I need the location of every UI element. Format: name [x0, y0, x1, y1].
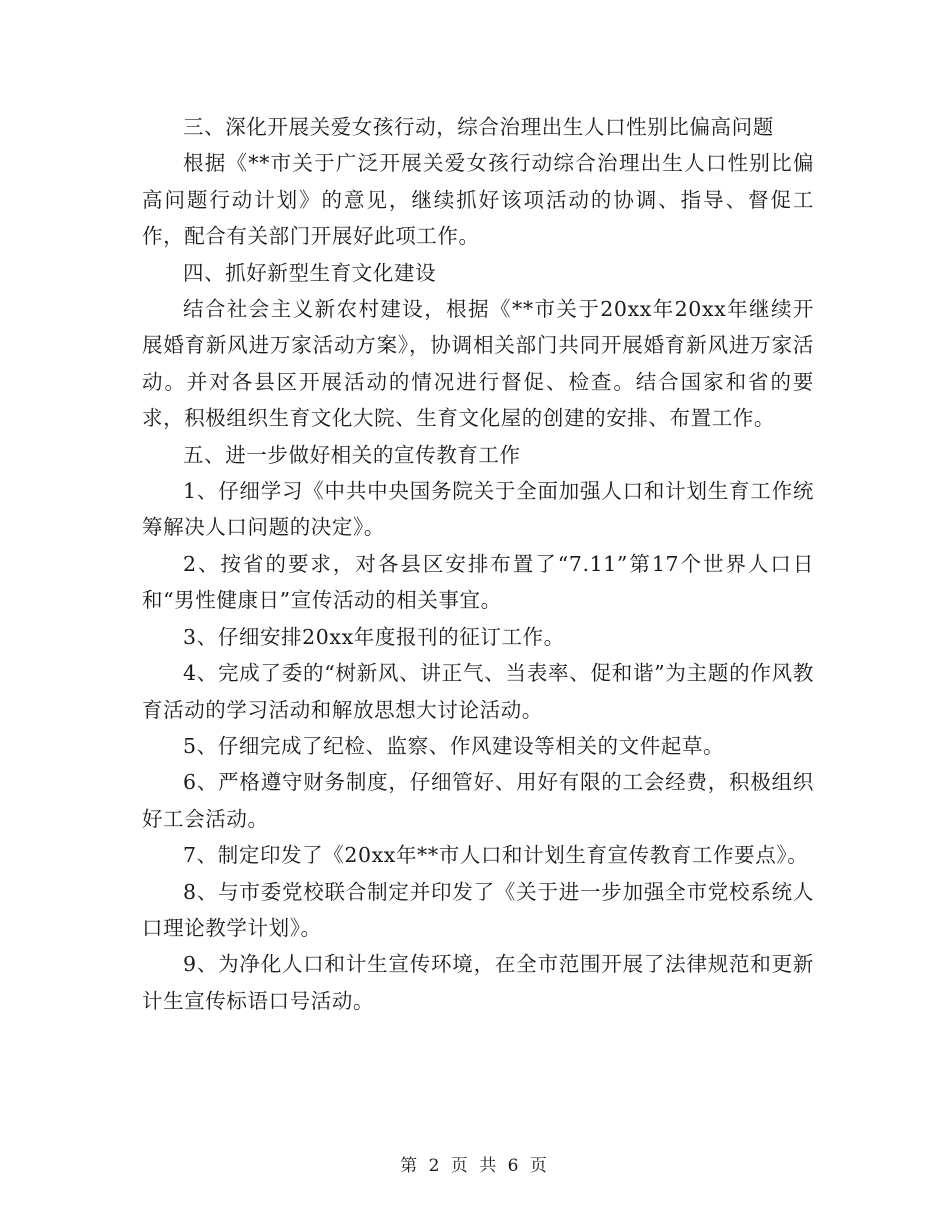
list-item: 2、按省的要求，对各县区安排布置了“7.11”第17个世界人口日和“男性健康日”宣传活动的相关事宜。: [142, 551, 814, 613]
document-body: [142, 109, 814, 1019]
paragraph: 结合社会主义新农村建设，根据《**市关于20xx年20xx年继续开展婚育新风进万家活动方案》，协调相关部门共同开展婚育新风进万家活动。并对各县区开展活动的情况进行督促、检查。结合国家和省的要求，积极组织生育文化大院、生育文化屋的创建的安排、布置工作。: [142, 297, 814, 431]
list-item: 5、仔细完成了纪检、监察、作风建设等相关的文件起草。: [183, 733, 725, 758]
list-item: 3、仔细安排20xx年度报刊的征订工作。: [183, 624, 565, 649]
list-item: 6、严格遵守财务制度，仔细管好、用好有限的工会经费，积极组织好工会活动。: [142, 770, 814, 831]
page-number-footer: 第 2 页 共 6 页: [400, 1156, 550, 1176]
paragraph: 根据《**市关于广泛开展关爱女孩行动综合治理出生人口性别比偏高问题行动计划》的意见，继续抓好该项活动的协调、指导、督促工作，配合有关部门开展好此项工作。: [142, 151, 814, 249]
list-item: 8、与市委党校联合制定并印发了《关于进一步加强全市党校系统人口理论教学计划》。: [142, 879, 814, 940]
section-heading-3: 三、深化开展关爱女孩行动，综合治理出生人口性别比偏高问题: [183, 115, 774, 139]
list-item: 7、制定印发了《20xx年**市人口和计划生育宣传教育工作要点》。: [183, 843, 809, 868]
section-heading-4: 四、抓好新型生育文化建设: [183, 260, 437, 285]
section-heading-5: 五、进一步做好相关的宣传教育工作: [183, 442, 521, 467]
list-item: 1、仔细学习《中共中央国务院关于全面加强人口和计划生育工作统筹解决人口问题的决定》。: [142, 479, 814, 540]
list-item: 9、为净化人口和计生宣传环境，在全市范围开展了法律规范和更新计生宣传标语口号活动。: [142, 952, 814, 1013]
list-item: 4、完成了委的“树新风、讲正气、当表率、促和谐”为主题的作风教育活动的学习活动和解放思想大讨论活动。: [142, 661, 814, 722]
